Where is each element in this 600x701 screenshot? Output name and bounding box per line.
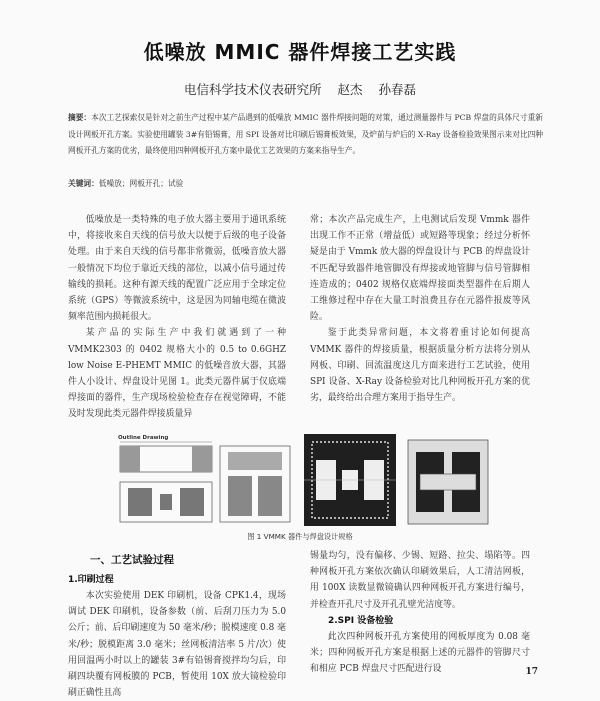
affiliation: 电信科学技术仪表研究所 <box>183 82 322 97</box>
pcb-pad-pattern <box>304 434 396 526</box>
abstract <box>68 110 543 160</box>
intro-paragraph-1: 低噪放是一类特殊的电子放大器主要用于通讯系统中，将接收来自天线的信号放大以便于后级的电子设备处理。由于来自天线的信号都非常微弱，低噪音放大器一般情况下均位于靠近天线的部位，以减小信号通过传输线的损耗。这种有源天线的配置广泛应用于全球定位系统（GPS）等微波系统中，这是因为同轴电缆在微波频率范围内损耗很大。 <box>68 215 286 323</box>
keywords-label: 关键词： <box>68 179 99 188</box>
abstract-label: 摘要： <box>68 113 92 122</box>
printing-paragraph: 本次实验使用 DEK 印刷机，设备 CPK1.4，现场调试 DEK 印刷机，设备参数（前、后刮刀压力为 5.0 公斤；前、后印刷速度为 50 毫米/秒；脱模速度 0.8 毫米/秒；脱模距离 3.0 毫米；丝网板清洁率 5 片/次）使用回温两小时以上的罐装 3#有铅锡膏搅拌均匀后，印刷四块覆有网板膜的 PCB，暂使用 10X 放大镜检验印刷正确性且高 <box>68 591 286 699</box>
keywords <box>68 178 183 189</box>
component-bottom-view <box>220 446 290 522</box>
intro-column-right <box>310 212 530 406</box>
figure-outline-label: Outline Drawing <box>118 435 169 441</box>
figure-1-drawing <box>116 430 491 530</box>
section-1-heading: 一、工艺试验过程 <box>90 554 174 566</box>
section-1-right-column <box>310 548 530 678</box>
component-side-view <box>120 442 212 472</box>
intro-paragraph-4: 鉴于此类异常问题，本文将着重讨论如何提高 VMMK 器件的焊接质量，根据质量分析方法将分别从网板、印刷、回流温度这几方面来进行工艺试验，使用 SPI 设备、X-Ray 设备检验对比几种网板开孔方案的优劣，最终给出合理方案用于指导生产。 <box>310 328 530 404</box>
spi-paragraph: 此次四种网板开孔方案使用的网板厚度为 0.08 毫米；四种网板开孔方案是根据上述的元器件的管脚尺寸和相应 PCB 焊盘尺寸匹配进行设 <box>310 632 530 675</box>
keywords-text: 低噪放；网板开孔；试验 <box>98 179 184 188</box>
page-number: 17 <box>525 667 538 677</box>
author-zhao: 赵杰 <box>337 82 363 97</box>
component-pad-layout <box>120 482 212 522</box>
paper-title: 低噪放 MMIC 器件焊接工艺实践 <box>143 40 457 64</box>
author-sun: 孙春磊 <box>378 82 416 97</box>
intro-paragraph-3: 常；本次产品完成生产，上电测试后发现 Vmmk 器件出现工作不正常（增益低）或短路等现象；经过分析怀疑是由于 Vmmk 放大器的焊盘设计与 PCB 的焊盘设计不匹配导致器件地管脚没有焊接或地管脚与信号管脚相连造成的；0402 规格仅底端焊接面类型器件在后期人工维修过程中存在大量工时浪费且存在元器件报废等风险。 <box>310 215 530 323</box>
intro-column-left <box>68 212 286 423</box>
section-1-left-column <box>68 588 286 701</box>
figure-1-caption: 图 1 VMMK 器件与焊盘设计规格 <box>247 532 353 541</box>
subsection-printing-heading: 1.印刷过程 <box>68 575 114 585</box>
pcb-pad-detail <box>408 440 488 524</box>
printing-paragraph-cont: 锡量均匀，没有偏移、少锡、短路、拉尖、塌陷等。四种网板开孔方案依次确认印刷效果后，人工清洁网板，用 100X 读数显微镜确认四种网板开孔方案进行编号，并检查开孔尺寸及开孔孔壁光洁度等。 <box>310 551 530 610</box>
subsection-spi-heading: 2.SPI 设备检验 <box>328 615 394 626</box>
intro-paragraph-2: 某产品的实际生产中我们就遇到了一种 VMMK2303 的 0402 规格大小的 0.5 to 0.6GHZ low Noise E-PHEMT MMIC 的低噪音放大器，其器件人小设计、焊盘设计见图 1。此类元器件属于仅底端焊接面的器件，生产现场检验检查存在视觉障碍，不能及时发现此类元器件焊接质量异 <box>68 328 286 420</box>
abstract-text: 本次工艺探索仅是针对之前生产过程中某产品遇到的低噪放 MMIC 器件焊接问题的对策，通过测量器件与 PCB 焊盘的具体尺寸重新设计网板开孔方案。实验使用罐装 3#有铅锡膏，用 SPI 设备对比印刷后锡膏板效果，及炉前与炉后的 X-Ray 设备检验效果图示来对比四种网板开孔方案的优劣，最终使用四种网板开孔方案中最优工艺效果的方案来指导生产。 <box>68 113 543 155</box>
author-line <box>0 80 600 98</box>
